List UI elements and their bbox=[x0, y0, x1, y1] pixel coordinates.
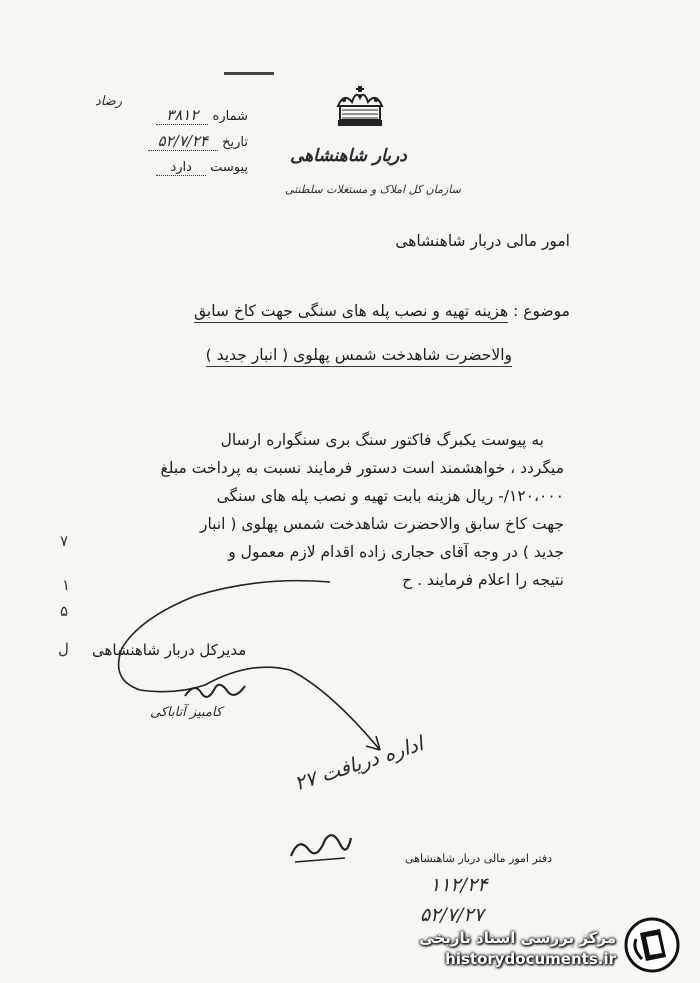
attachment-row bbox=[108, 160, 248, 175]
watermark-name: مرکز بررسی اسناد تاریخی bbox=[419, 929, 616, 947]
signature-title: مدیرکل دربار شاهنشاهی bbox=[92, 641, 247, 659]
office-name: دربار شاهنشاهی bbox=[290, 146, 407, 166]
body-line: میگردد ، خواهشمند است دستور فرمایند نسبت به پرداخت مبلغ bbox=[160, 459, 564, 477]
watermark-site: historydocuments.ir bbox=[445, 950, 616, 968]
body-line: نتیجه را اعلام فرمایند . ح bbox=[402, 571, 564, 589]
office-subtitle: سازمان کل املاک و مستغلات سلطنتی bbox=[285, 183, 461, 196]
received-stamp-number: ۱۱۲/۲۴ bbox=[430, 874, 488, 896]
history-documents-logo-icon bbox=[622, 915, 682, 975]
date-row bbox=[108, 132, 248, 150]
date-value: ۵۲/۷/۲۴ bbox=[148, 132, 218, 151]
body-line: به پیوست یکبرگ فاکتور سنگ بری سنگواره ارسال bbox=[220, 431, 544, 449]
handwritten-arrow-icon bbox=[100, 570, 420, 770]
attachment-value: دارد bbox=[156, 160, 205, 176]
body-line: جهت کاخ سابق والاحضرت شاهدخت شمس پهلوی ( انبار bbox=[199, 515, 564, 533]
recipient: امور مالی دربار شاهنشاهی bbox=[395, 232, 570, 250]
number-value: ۳۸۱۲ bbox=[156, 106, 208, 125]
subject-line-1 bbox=[100, 302, 570, 320]
subject-text-1: هزینه تهیه و نصب پله های سنگی جهت کاخ سابق bbox=[194, 302, 508, 323]
letter-body bbox=[100, 426, 564, 594]
received-stamp-title: دفتر امور مالی دربار شاهنشاهی bbox=[405, 852, 552, 865]
signature-name: کامبیز آتاباکی bbox=[150, 705, 223, 720]
handwritten-scribble-icon bbox=[285, 820, 355, 865]
margin-mark: ۷ bbox=[60, 532, 69, 550]
handwritten-note: اداره دریافت ۲۷ bbox=[291, 731, 426, 796]
crown-emblem-icon bbox=[330, 84, 390, 134]
number-row bbox=[108, 106, 248, 124]
number-label: شماره bbox=[212, 109, 248, 124]
margin-mark: ل bbox=[58, 640, 69, 658]
date-label: تاریخ bbox=[222, 135, 248, 150]
body-line: ۱۲۰،۰۰۰/- ریال هزینه بابت تهیه و نصب پله های سنگی bbox=[216, 487, 564, 505]
received-stamp-date: ۵۲/۷/۲۷ bbox=[420, 904, 484, 926]
subject-label: موضوع : bbox=[513, 302, 570, 320]
attachment-label: پیوست bbox=[210, 160, 248, 175]
corner-note: رضاد bbox=[95, 94, 123, 109]
margin-mark: ۱ bbox=[62, 576, 71, 594]
top-rule bbox=[224, 72, 274, 75]
subject-text-2: والاحضرت شاهدخت شمس پهلوی ( انبار جدید ) bbox=[206, 346, 512, 367]
margin-mark: ۵ bbox=[60, 602, 69, 620]
body-line: جدید ) در وجه آقای حجاری زاده اقدام لازم معمول و bbox=[228, 543, 564, 561]
